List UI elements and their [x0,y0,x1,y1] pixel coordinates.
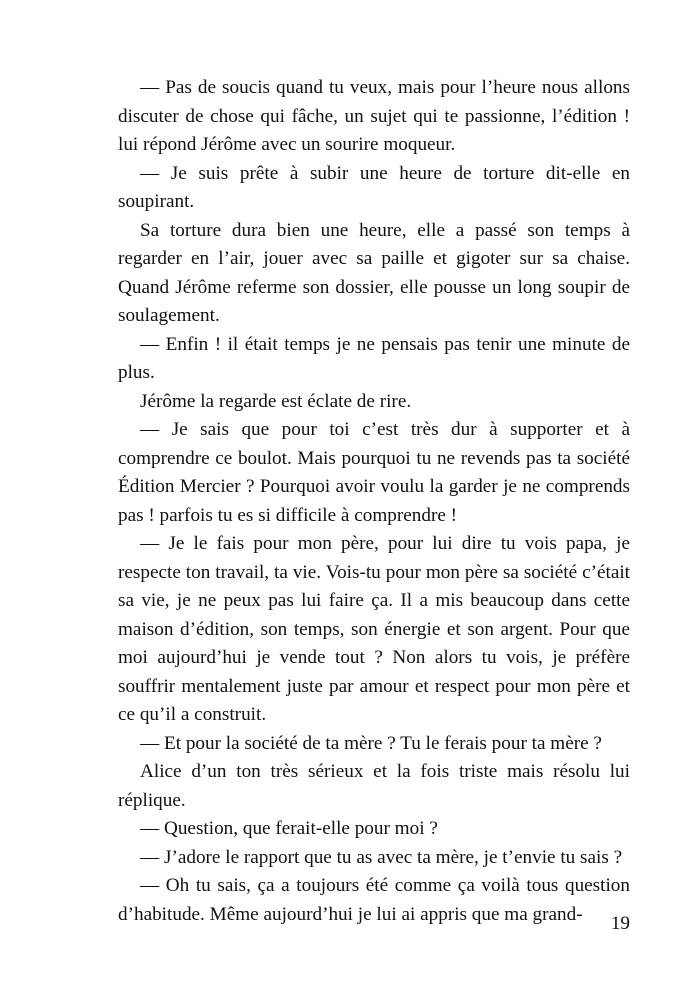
paragraph: — Pas de soucis quand tu veux, mais pour l’heure nous allons discuter de chose qui fâche, un sujet qui te passionne, l’édition ! lui répond Jérôme avec un sourire moqueur. [118,77,630,155]
paragraph: Sa torture dura bien une heure, elle a passé son temps à regarder en l’air, jouer avec sa paille et gigoter sur sa chaise. Quand Jérôme referme son dossier, elle pousse un long soupir de soulagement. [118,219,630,326]
paragraph: Jérôme la regarde est éclate de rire. [140,390,412,412]
paragraph: — Je le fais pour mon père, pour lui dire tu vois papa, je respecte ton travail, ta vie. Vois-tu pour mon père sa société c’était sa vie, je ne peux pas lui faire ça. Il a mis beaucoup dans cette maison d’édition, son temps, son énergie et son argent. Pour que moi aujourd’hui je vende tout ? Non alors tu vois, je préfère souffrir mentalement juste par amour et respect pour mon père et ce qu’il a construit. [118,533,630,725]
paragraph: — Question, que ferait-elle pour moi ? [140,818,438,839]
paragraph: — Je sais que pour toi c’est très dur à supporter et à comprendre ce boulot. Mais pourquoi tu ne revends pas ta société Édition Mercier ? Pourquoi avoir voulu la garder je ne comprends pas ! parfois tu es si difficile à comprendre ! [118,419,630,526]
body-text [118,74,630,929]
page-number: 19 [610,913,630,934]
paragraph: — Je suis prête à subir une heure de torture dit-elle en soupirant. [118,162,630,212]
paragraph: — J’adore le rapport que tu as avec ta mère, je t’envie tu sais ? [140,846,623,868]
paragraph: — Et pour la société de ta mère ? Tu le ferais pour ta mère ? [140,732,602,754]
paragraph: Alice d’un ton très sérieux et la fois triste mais résolu lui réplique. [118,761,630,811]
paragraph: — Enfin ! il était temps je ne pensais pas tenir une minute de plus. [118,333,630,383]
paragraph: — Oh tu sais, ça a toujours été comme ça voilà tous question d’habitude. Même aujourd’hui je lui ai appris que ma grand- [118,875,630,925]
